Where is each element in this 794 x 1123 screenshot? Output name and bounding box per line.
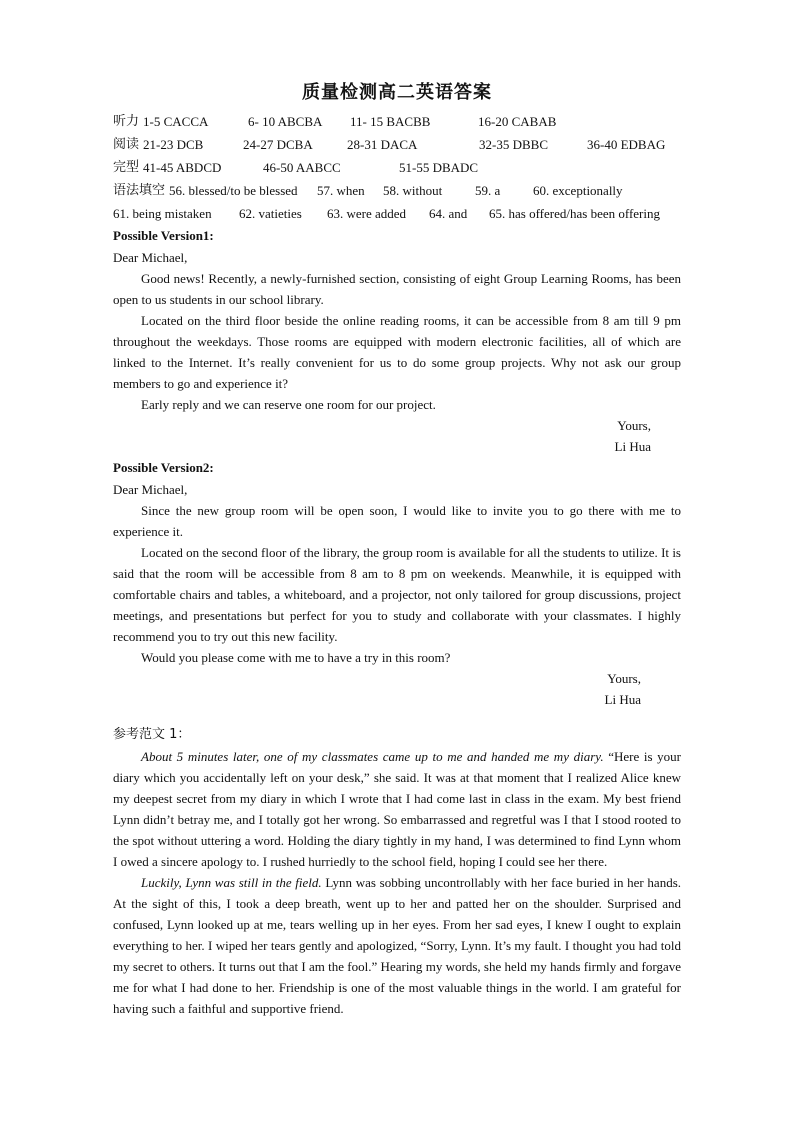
version2-greeting: Dear Michael, — [113, 482, 188, 497]
sample-p2-text: Lynn was sobbing uncontrollably with her face buried in her hands. At the sight of this, I took a deep breath, went up to her and patted her on the shoulder. Surprised and confused, Lynn looked up at me, tears welling up in her eyes. From her sad eyes, I knew I ought to explain everything to her. I wiped her tears gently and apologized, “Sorry, Lynn. It’s my fault. I thought you had told my secret to others. It turns out that I am the fool.” Hearing my words, she held my hands firmly and forgave me for what I had done to her. Friendship is one of the most valuable things in the world. I am grateful for having such a faithful and supportive friend. — [113, 875, 682, 1016]
version2-paragraph: Located on the second floor of the library, the group room is available for all the students to utilize. It is said that the room will be accessible from 8 am to 8 pm on weekends. Meanwhile, it is equipped with comfortable chairs and tables, a whiteboard, and a projector, not only tailored for group discussions, project meetings, and presentations but perfect for you to study and collaborate with your classmates. I highly recommend you to try out this new facility. — [113, 545, 681, 644]
page-title: 质量检测高二英语答案 — [302, 82, 492, 103]
answer-item: 57. when — [317, 183, 365, 198]
listening-label: 听力 — [113, 114, 140, 129]
grammar-answers-2 — [113, 202, 681, 225]
answer-item: 24-27 DCBA — [243, 137, 313, 152]
answer-item: 62. vatieties — [239, 206, 302, 221]
sample-p2-italic: Luckily, Lynn was still in the field. — [141, 875, 322, 890]
answer-item: 36-40 EDBAG — [587, 137, 666, 152]
answer-item: 28-31 DACA — [347, 137, 418, 152]
version2-closing: Yours, — [607, 671, 641, 686]
answer-item: 64. and — [429, 206, 468, 221]
answer-item: 41-45 ABDCD — [143, 160, 222, 175]
answer-item: 32-35 DBBC — [479, 137, 548, 152]
answer-item: 59. a — [475, 183, 501, 198]
answer-item: 1-5 CACCA — [143, 114, 209, 129]
grammar-label: 语法填空 — [113, 183, 166, 198]
version1-paragraph: Early reply and we can reserve one room for our project. — [141, 397, 436, 412]
version1-closing: Yours, — [617, 418, 651, 433]
answer-item: 11- 15 BACBB — [350, 114, 431, 129]
version1-heading: Possible Version1: — [113, 228, 214, 243]
cloze-label: 完型 — [113, 160, 140, 175]
listening-answers — [113, 110, 681, 133]
answer-item: 63. were added — [327, 206, 407, 221]
version1-greeting: Dear Michael, — [113, 250, 188, 265]
answer-item: 16-20 CABAB — [478, 114, 557, 129]
sample-paragraph-2 — [113, 872, 681, 1019]
answer-item: 46-50 AABCC — [263, 160, 341, 175]
answer-item: 21-23 DCB — [143, 137, 204, 152]
answer-sheet — [113, 78, 681, 1019]
version2-paragraph: Since the new group room will be open soon, I would like to invite you to go there with me to experience it. — [113, 503, 681, 539]
answer-item: 58. without — [383, 183, 443, 198]
reading-label: 阅读 — [113, 137, 140, 152]
answer-item: 60. exceptionally — [533, 183, 623, 198]
answer-item: 56. blessed/to be blessed — [169, 183, 298, 198]
answer-item: 6- 10 ABCBA — [248, 114, 323, 129]
answer-item: 61. being mistaken — [113, 206, 212, 221]
version1-paragraph: Good news! Recently, a newly-furnished section, consisting of eight Group Learning Rooms, has been open to us students in our school library. — [113, 271, 681, 307]
reading-answers — [113, 133, 681, 156]
version2-signature: Li Hua — [604, 692, 641, 707]
version1-paragraph: Located on the third floor beside the online reading rooms, it can be accessible from 8 am till 9 pm throughout the weekdays. Those rooms are equipped with modern electronic facilities, all of which are linked to the Internet. It’s really convenient for us to do some group projects. Why not ask our group members to go and experience it? — [113, 313, 681, 391]
version2-heading: Possible Version2: — [113, 460, 214, 475]
sample-paragraph-1 — [113, 746, 681, 872]
answer-item: 51-55 DBADC — [399, 160, 479, 175]
sample-p1-text: “Here is your diary which you accidentally left on your desk,” she said. It was at that moment that I realized Alice knew my deepest secret from my diary in which I wrote that I had come last in class in the exam. My best friend Lynn didn’t betray me, and I totally got her wrong. So embarrassed and regretful was I that I stood rooted to the spot without uttering a word. Holding the diary tightly in my hand, I was determined to find Lynn whom I owed a sincere apology to. I rushed hurriedly to the school field, hoping I could see her there. — [113, 749, 681, 869]
grammar-answers — [113, 179, 681, 202]
answer-item: 65. has offered/has been offering — [489, 206, 660, 221]
version1-signature: Li Hua — [614, 439, 651, 454]
cloze-answers — [113, 156, 681, 179]
sample-p1-italic: About 5 minutes later, one of my classmates came up to me and handed me my diary. — [141, 749, 604, 764]
version2-paragraph: Would you please come with me to have a try in this room? — [141, 650, 451, 665]
sample-heading: 参考范文 1： — [113, 727, 191, 742]
